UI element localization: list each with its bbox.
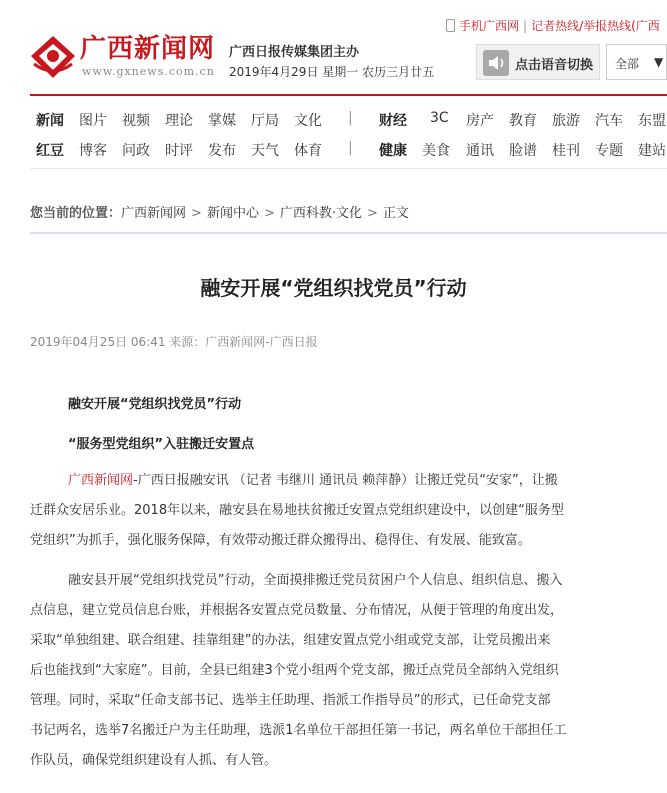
nav-item[interactable]: 图片 bbox=[79, 113, 107, 129]
nav-item[interactable]: 专题 bbox=[595, 143, 623, 159]
article-title: 融安开展“党组织找党员”行动 bbox=[200, 276, 467, 300]
article-subheading: “服务型党组织”入驻搬迁安置点 bbox=[68, 437, 255, 452]
nav-divider: | bbox=[348, 110, 353, 126]
logo-url: www.gxnews.com.cn bbox=[82, 65, 215, 78]
nav-item[interactable]: 文化 bbox=[294, 113, 322, 129]
nav-divider: | bbox=[348, 140, 353, 156]
paragraph-line: 作队员，确保党组织建设有人抓、有人管。 bbox=[30, 753, 278, 768]
paragraph-line-text: -广西日报融安讯 （记者 韦继川 通讯员 赖萍静）让搬迁党员“安家”，让搬 bbox=[133, 473, 558, 488]
nav-item[interactable]: 天气 bbox=[251, 143, 279, 159]
nav-item[interactable]: 东盟 bbox=[638, 113, 666, 129]
voice-switch-label: 点击语音切换 bbox=[515, 58, 594, 73]
breadcrumb-item[interactable]: 广西科教·文化 bbox=[279, 206, 362, 221]
nav-item[interactable]: 教育 bbox=[509, 113, 537, 129]
nav-item[interactable]: 发布 bbox=[208, 143, 236, 159]
current-date: 2019年4月29日 星期一 农历三月廿五 bbox=[229, 65, 435, 79]
article-meta: 2019年04月25日 06:41 来源：广西新闻网-广西日报 bbox=[30, 335, 318, 349]
nav-item[interactable]: 美食 bbox=[422, 143, 450, 159]
breadcrumb-item[interactable]: 新闻中心 bbox=[206, 206, 259, 221]
nav-item[interactable]: 厅局 bbox=[251, 113, 279, 129]
nav-item[interactable]: 旅游 bbox=[552, 113, 580, 129]
nav-item[interactable]: 视频 bbox=[122, 113, 150, 129]
logo-emblem-icon bbox=[28, 34, 78, 80]
nav-item[interactable]: 3C bbox=[430, 110, 449, 126]
mobile-site-link[interactable]: 手机广西网 bbox=[459, 19, 520, 33]
paragraph-line: 书记两名，选举7名搬迁户为主任助理，选派1名单位干部担任第一书记，两名单位干部担任工 bbox=[30, 723, 567, 738]
logo-text: 广西新闻网 bbox=[80, 34, 216, 64]
nav-item[interactable]: 理论 bbox=[165, 113, 193, 129]
top-links bbox=[446, 17, 660, 34]
paragraph-line bbox=[30, 466, 620, 496]
nav-item[interactable]: 健康 bbox=[379, 143, 407, 159]
top-link-separator: | bbox=[523, 19, 528, 33]
nav-item[interactable]: 红豆 bbox=[36, 143, 64, 159]
site-logo[interactable] bbox=[28, 34, 228, 84]
nav-item[interactable]: 桂刊 bbox=[552, 143, 580, 159]
article-subheading: 融安开展“党组织找党员”行动 bbox=[68, 397, 242, 412]
nav-item[interactable]: 汽车 bbox=[595, 113, 623, 129]
paragraph-line: 点信息，建立党员信息台账，并根据各安置点党员数量、分布情况，从便于管理的角度出发， bbox=[30, 603, 564, 618]
breadcrumb-current: 正文 bbox=[382, 206, 409, 221]
article-paragraph bbox=[30, 466, 620, 556]
nav-item[interactable]: 新闻 bbox=[36, 113, 64, 129]
breadcrumb bbox=[30, 202, 409, 221]
nav-item[interactable]: 时评 bbox=[165, 143, 193, 159]
chevron-down-icon: ▼ bbox=[654, 55, 664, 69]
nav-item[interactable]: 问政 bbox=[122, 143, 150, 159]
search-scope-value: 全部 bbox=[615, 57, 640, 71]
nav-item[interactable]: 财经 bbox=[379, 113, 407, 129]
nav-item[interactable]: 脸谱 bbox=[509, 143, 537, 159]
voice-switch-button[interactable] bbox=[476, 44, 600, 80]
article-paragraph bbox=[30, 566, 620, 776]
chevron-right-icon: > bbox=[263, 206, 275, 221]
nav-item[interactable]: 掌媒 bbox=[208, 113, 236, 129]
paragraph-line: 融安县开展“党组织找党员”行动，全面摸排搬迁党员贫困户个人信息、组织信息、搬入 bbox=[68, 573, 563, 588]
paragraph-line: 后也能找到“大家庭”。目前，全县已组建3个党小组两个党支部，搬迁点党员全部纳入党组织 bbox=[30, 663, 559, 678]
header-divider bbox=[30, 94, 667, 96]
speaker-icon bbox=[483, 50, 509, 76]
breadcrumb-lead: 您当前的位置： bbox=[30, 206, 122, 221]
mobile-phone-icon bbox=[446, 19, 455, 32]
nav-item[interactable]: 博客 bbox=[79, 143, 107, 159]
chevron-right-icon: > bbox=[367, 206, 378, 221]
nav-item[interactable]: 体育 bbox=[294, 143, 322, 159]
source-link[interactable]: 广西新闻网 bbox=[68, 473, 134, 488]
paragraph-line: 采取“单独组建、联合组建、挂靠组建”的办法，组建安置点党小组或党支部，让党员搬出来 bbox=[30, 633, 551, 648]
breadcrumb-divider bbox=[30, 232, 667, 234]
paragraph-line: 党组织”为抓手，强化服务保障，有效带动搬迁群众搬得出、稳得住、有发展、能致富。 bbox=[30, 533, 531, 548]
search-scope-select[interactable] bbox=[606, 44, 667, 80]
nav-item[interactable]: 房产 bbox=[466, 113, 494, 129]
paragraph-line: 迁群众安居乐业。2018年以来，融安县在易地扶贫搬迁安置点党组织建设中，以创建“服务型 bbox=[30, 503, 564, 518]
site-header bbox=[0, 0, 667, 94]
nav-item[interactable]: 通讯 bbox=[466, 143, 494, 159]
nav-item[interactable]: 建站 bbox=[638, 143, 666, 159]
org-name: 广西日报传媒集团主办 bbox=[229, 45, 360, 60]
breadcrumb-item[interactable]: 广西新闻网 bbox=[121, 206, 187, 221]
chevron-right-icon: > bbox=[191, 206, 202, 221]
hotline-link[interactable]: 记者热线/举报热线(广西 bbox=[531, 19, 660, 33]
paragraph-line: 管理。同时，采取“任命支部书记、选举主任助理、指派工作指导员”的形式，已任命党支部 bbox=[30, 693, 551, 708]
nav-bottom-divider bbox=[30, 168, 667, 169]
